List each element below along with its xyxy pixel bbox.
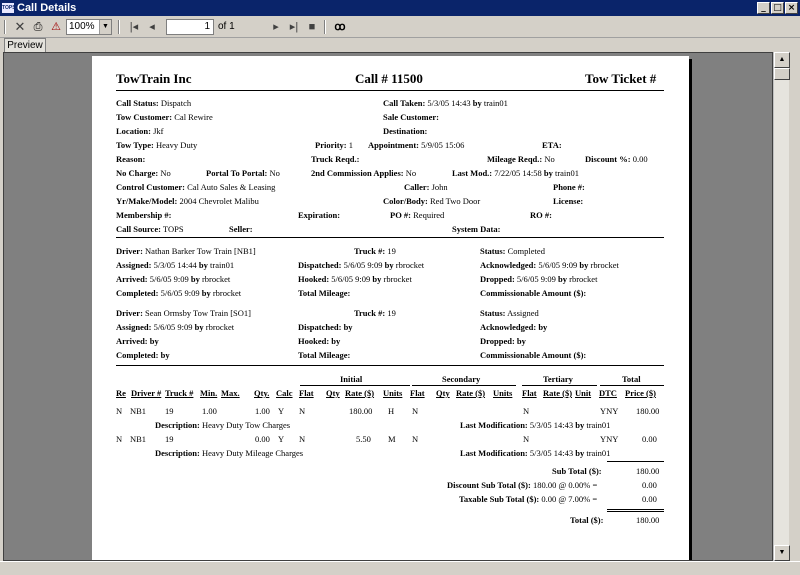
no-charge-field: No Charge: No	[116, 168, 171, 178]
column-header: Flat	[410, 388, 425, 398]
last-mod-field: Last Mod.: 7/22/05 14:58 by train01	[452, 168, 580, 178]
units-cell: M	[388, 434, 396, 444]
system-data-field: System Data:	[452, 224, 501, 234]
calc-cell: Y	[278, 406, 285, 416]
driver-2-total-mileage: Total Mileage:	[298, 350, 351, 360]
ro-field: RO #:	[530, 210, 552, 220]
flat-cell: N	[299, 406, 306, 416]
divider	[116, 90, 664, 91]
window-title: Call Details	[17, 2, 77, 14]
sub-total-value: 180.00	[636, 466, 660, 476]
column-header: DTC	[599, 388, 617, 398]
tab-preview[interactable]: Preview	[4, 38, 46, 52]
column-header: Rate ($)	[543, 388, 573, 398]
column-header: Rate ($)	[345, 388, 375, 398]
driver-1-status: Status: Completed	[480, 246, 545, 256]
scroll-up-icon[interactable]: ▲	[774, 52, 790, 68]
flat-cell: N	[412, 406, 419, 416]
units-cell: H	[388, 406, 395, 416]
price-cell: 0.00	[642, 434, 657, 444]
rate-cell: 180.00	[349, 406, 373, 416]
reason-field: Reason:	[116, 154, 146, 164]
export-icon[interactable]: ⚠	[51, 21, 61, 33]
column-header: Qty	[326, 388, 340, 398]
mileage-reqd-field: Mileage Reqd.: No	[487, 154, 555, 164]
totals-rule	[607, 461, 664, 462]
tab-bar	[0, 38, 800, 52]
driver-2-dropped: Dropped: by	[480, 336, 526, 346]
driver-2-commissionable: Commissionable Amount ($):	[480, 350, 587, 360]
first-page-icon[interactable]: |◂	[129, 21, 139, 33]
status-bar	[0, 561, 800, 575]
dtc-cell: YNY	[600, 406, 619, 416]
charge-2-description: Description: Heavy Duty Mileage Charges	[155, 448, 304, 458]
driver-1-dispatched: Dispatched: 5/6/05 9:09 by rbrocket	[298, 260, 425, 270]
toolbar-separator	[4, 20, 6, 34]
column-header: Calc	[276, 388, 293, 398]
scroll-down-icon[interactable]: ▼	[774, 545, 790, 561]
company-name: TowTrain Inc	[116, 71, 192, 86]
column-header: Flat	[299, 388, 314, 398]
call-source-field: Call Source: TOPS	[116, 224, 184, 234]
truck-cell: 19	[165, 434, 174, 444]
driver-2-name: Driver: Sean Ormsby Tow Train [SO1]	[116, 308, 252, 318]
page-count: of 1	[218, 21, 235, 32]
truck-cell: 19	[165, 406, 174, 416]
group-underline	[522, 385, 597, 386]
next-page-icon[interactable]: ▸	[273, 21, 279, 33]
minimize-button[interactable]: _	[757, 2, 770, 14]
totals-double-rule	[607, 509, 664, 510]
preview-area[interactable]	[3, 52, 773, 561]
po-field: PO #: Required	[390, 210, 445, 220]
location-field: Location: Jkf	[116, 126, 164, 136]
totals-double-rule	[607, 511, 664, 512]
driver-1-assigned: Assigned: 5/3/05 14:44 by train01	[116, 260, 235, 270]
previous-page-icon[interactable]: ◂	[149, 21, 155, 33]
divider	[116, 365, 664, 366]
driver-2-assigned: Assigned: 5/6/05 9:09 by rbrocket	[116, 322, 235, 332]
driver-2-completed: Completed: by	[116, 350, 170, 360]
driver-1-total-mileage: Total Mileage:	[298, 288, 351, 298]
taxable-sub-total: Taxable Sub Total ($): 0.00 @ 7.00% =	[459, 494, 598, 504]
driver-1-acknowledged: Acknowledged: 5/6/05 9:09 by rbrocket	[480, 260, 619, 270]
call-taken-field: Call Taken: 5/3/05 14:43 by train01	[383, 98, 508, 108]
price-cell: 180.00	[636, 406, 660, 416]
toolbar-separator	[324, 20, 326, 34]
tow-ticket: Tow Ticket #	[585, 71, 657, 86]
flat-cell: N	[299, 434, 306, 444]
group-underline	[600, 385, 664, 386]
driver-2-acknowledged: Acknowledged: by	[480, 322, 548, 332]
column-header: Driver #	[131, 388, 162, 398]
group-header-total: Total	[622, 374, 641, 384]
column-header: Units	[383, 388, 403, 398]
eta-field: ETA:	[542, 140, 562, 150]
min-cell: 1.00	[202, 406, 217, 416]
group-header-initial: Initial	[340, 374, 363, 384]
column-header: Truck #	[165, 388, 194, 398]
total-label: Total ($):	[570, 515, 604, 525]
page-number-input[interactable]: 1	[166, 19, 214, 35]
group-underline	[412, 385, 516, 386]
last-page-icon[interactable]: ▸|	[289, 21, 299, 33]
discount-value: 0.00	[642, 480, 657, 490]
binoculars-icon[interactable]: ꝏ	[334, 21, 346, 33]
column-header: Qty.	[254, 388, 270, 398]
column-header: Unit	[575, 388, 592, 398]
rate-cell: 5.50	[356, 434, 371, 444]
color-body-field: Color/Body: Red Two Door	[383, 196, 481, 206]
group-header-tertiary: Tertiary	[543, 374, 573, 384]
second-commission-field: 2nd Commission Applies: No	[311, 168, 417, 178]
close-button[interactable]: ×	[785, 2, 798, 14]
destination-field: Destination:	[383, 126, 428, 136]
driver-1-completed: Completed: 5/6/05 9:09 by rbrocket	[116, 288, 242, 298]
priority-field: Priority: 1	[315, 140, 353, 150]
driver-1-name: Driver: Nathan Barker Tow Train [NB1]	[116, 246, 256, 256]
control-customer-field: Control Customer: Cal Auto Sales & Leasing	[116, 182, 276, 192]
driver-2-dispatched: Dispatched: by	[298, 322, 353, 332]
zoom-value: 100%	[69, 21, 95, 32]
divider	[116, 237, 664, 238]
charge-1-description: Description: Heavy Duty Tow Charges	[155, 420, 291, 430]
scroll-thumb[interactable]	[774, 68, 790, 80]
qty-cell: 0.00	[255, 434, 270, 444]
toolbar-separator	[118, 20, 120, 34]
tow-type-field: Tow Type: Heavy Duty	[116, 140, 198, 150]
flat-cell: N	[412, 434, 419, 444]
driver-1-dropped: Dropped: 5/6/05 9:09 by rbrocket	[480, 274, 598, 284]
taxable-value: 0.00	[642, 494, 657, 504]
chevron-down-icon[interactable]: ▼	[99, 20, 111, 34]
yr-make-model-field: Yr/Make/Model: 2004 Chevrolet Malibu	[116, 196, 259, 206]
driver-2-truck: Truck #: 19	[354, 308, 396, 318]
column-header: Min.	[200, 388, 218, 398]
phone-field: Phone #:	[553, 182, 585, 192]
group-header-secondary: Secondary	[442, 374, 481, 384]
driver-2-arrived: Arrived: by	[116, 336, 159, 346]
column-header: Re	[116, 388, 126, 398]
truck-reqd-field: Truck Reqd.:	[311, 154, 360, 164]
close-preview-icon[interactable]: ✕	[14, 19, 26, 34]
sale-customer-field: Sale Customer:	[383, 112, 439, 122]
column-header: Units	[493, 388, 513, 398]
title-bar[interactable]	[0, 0, 800, 16]
membership-field: Membership #:	[116, 210, 172, 220]
expiration-field: Expiration:	[298, 210, 341, 220]
column-header: Price ($)	[625, 388, 656, 398]
driver-cell: NB1	[130, 406, 147, 416]
app-icon: TOPS	[2, 5, 16, 11]
maximize-button[interactable]: □	[771, 2, 784, 14]
flat-cell: N	[523, 434, 530, 444]
flat-cell: N	[523, 406, 530, 416]
discount-pct-field: Discount %: 0.00	[585, 154, 648, 164]
dtc-cell: YNY	[600, 434, 619, 444]
seller-field: Seller:	[229, 224, 253, 234]
discount-sub-total: Discount Sub Total ($): 180.00 @ 0.00% =	[447, 480, 598, 490]
report-page	[92, 56, 689, 561]
portal-field: Portal To Portal: No	[206, 168, 280, 178]
calc-cell: Y	[278, 434, 285, 444]
charge-2-last-modification: Last Modification: 5/3/05 14:43 by train01	[460, 448, 611, 458]
caller-field: Caller: John	[404, 182, 448, 192]
driver-1-truck: Truck #: 19	[354, 246, 396, 256]
charge-1-last-modification: Last Modification: 5/3/05 14:43 by train01	[460, 420, 611, 430]
column-header: Rate ($)	[456, 388, 486, 398]
column-header: Flat	[522, 388, 537, 398]
column-header: Max.	[221, 388, 240, 398]
group-underline	[300, 385, 410, 386]
tow-customer-field: Tow Customer: Cal Rewire	[116, 112, 213, 122]
column-header: Qty	[436, 388, 450, 398]
call-number: Call # 11500	[355, 71, 423, 86]
driver-1-arrived: Arrived: 5/6/05 9:09 by rbrocket	[116, 274, 231, 284]
total-value: 180.00	[636, 515, 660, 525]
appointment-field: Appointment: 5/9/05 15:06	[368, 140, 465, 150]
driver-1-commissionable: Commissionable Amount ($):	[480, 288, 587, 298]
vertical-scrollbar[interactable]	[773, 52, 789, 561]
license-field: License:	[553, 196, 584, 206]
call-status-field: Call Status: Dispatch	[116, 98, 192, 108]
re-cell: N	[116, 406, 123, 416]
driver-2-hooked: Hooked: by	[298, 336, 341, 346]
qty-cell: 1.00	[255, 406, 270, 416]
sub-total-label: Sub Total ($):	[552, 466, 602, 476]
toolbar	[0, 16, 800, 38]
re-cell: N	[116, 434, 123, 444]
driver-1-hooked: Hooked: 5/6/05 9:09 by rbrocket	[298, 274, 412, 284]
driver-2-status: Status: Assigned	[480, 308, 539, 318]
print-icon[interactable]: ⎙	[33, 21, 43, 33]
zoom-select[interactable]	[66, 19, 112, 35]
stop-icon[interactable]: ■	[308, 21, 316, 33]
driver-cell: NB1	[130, 434, 147, 444]
